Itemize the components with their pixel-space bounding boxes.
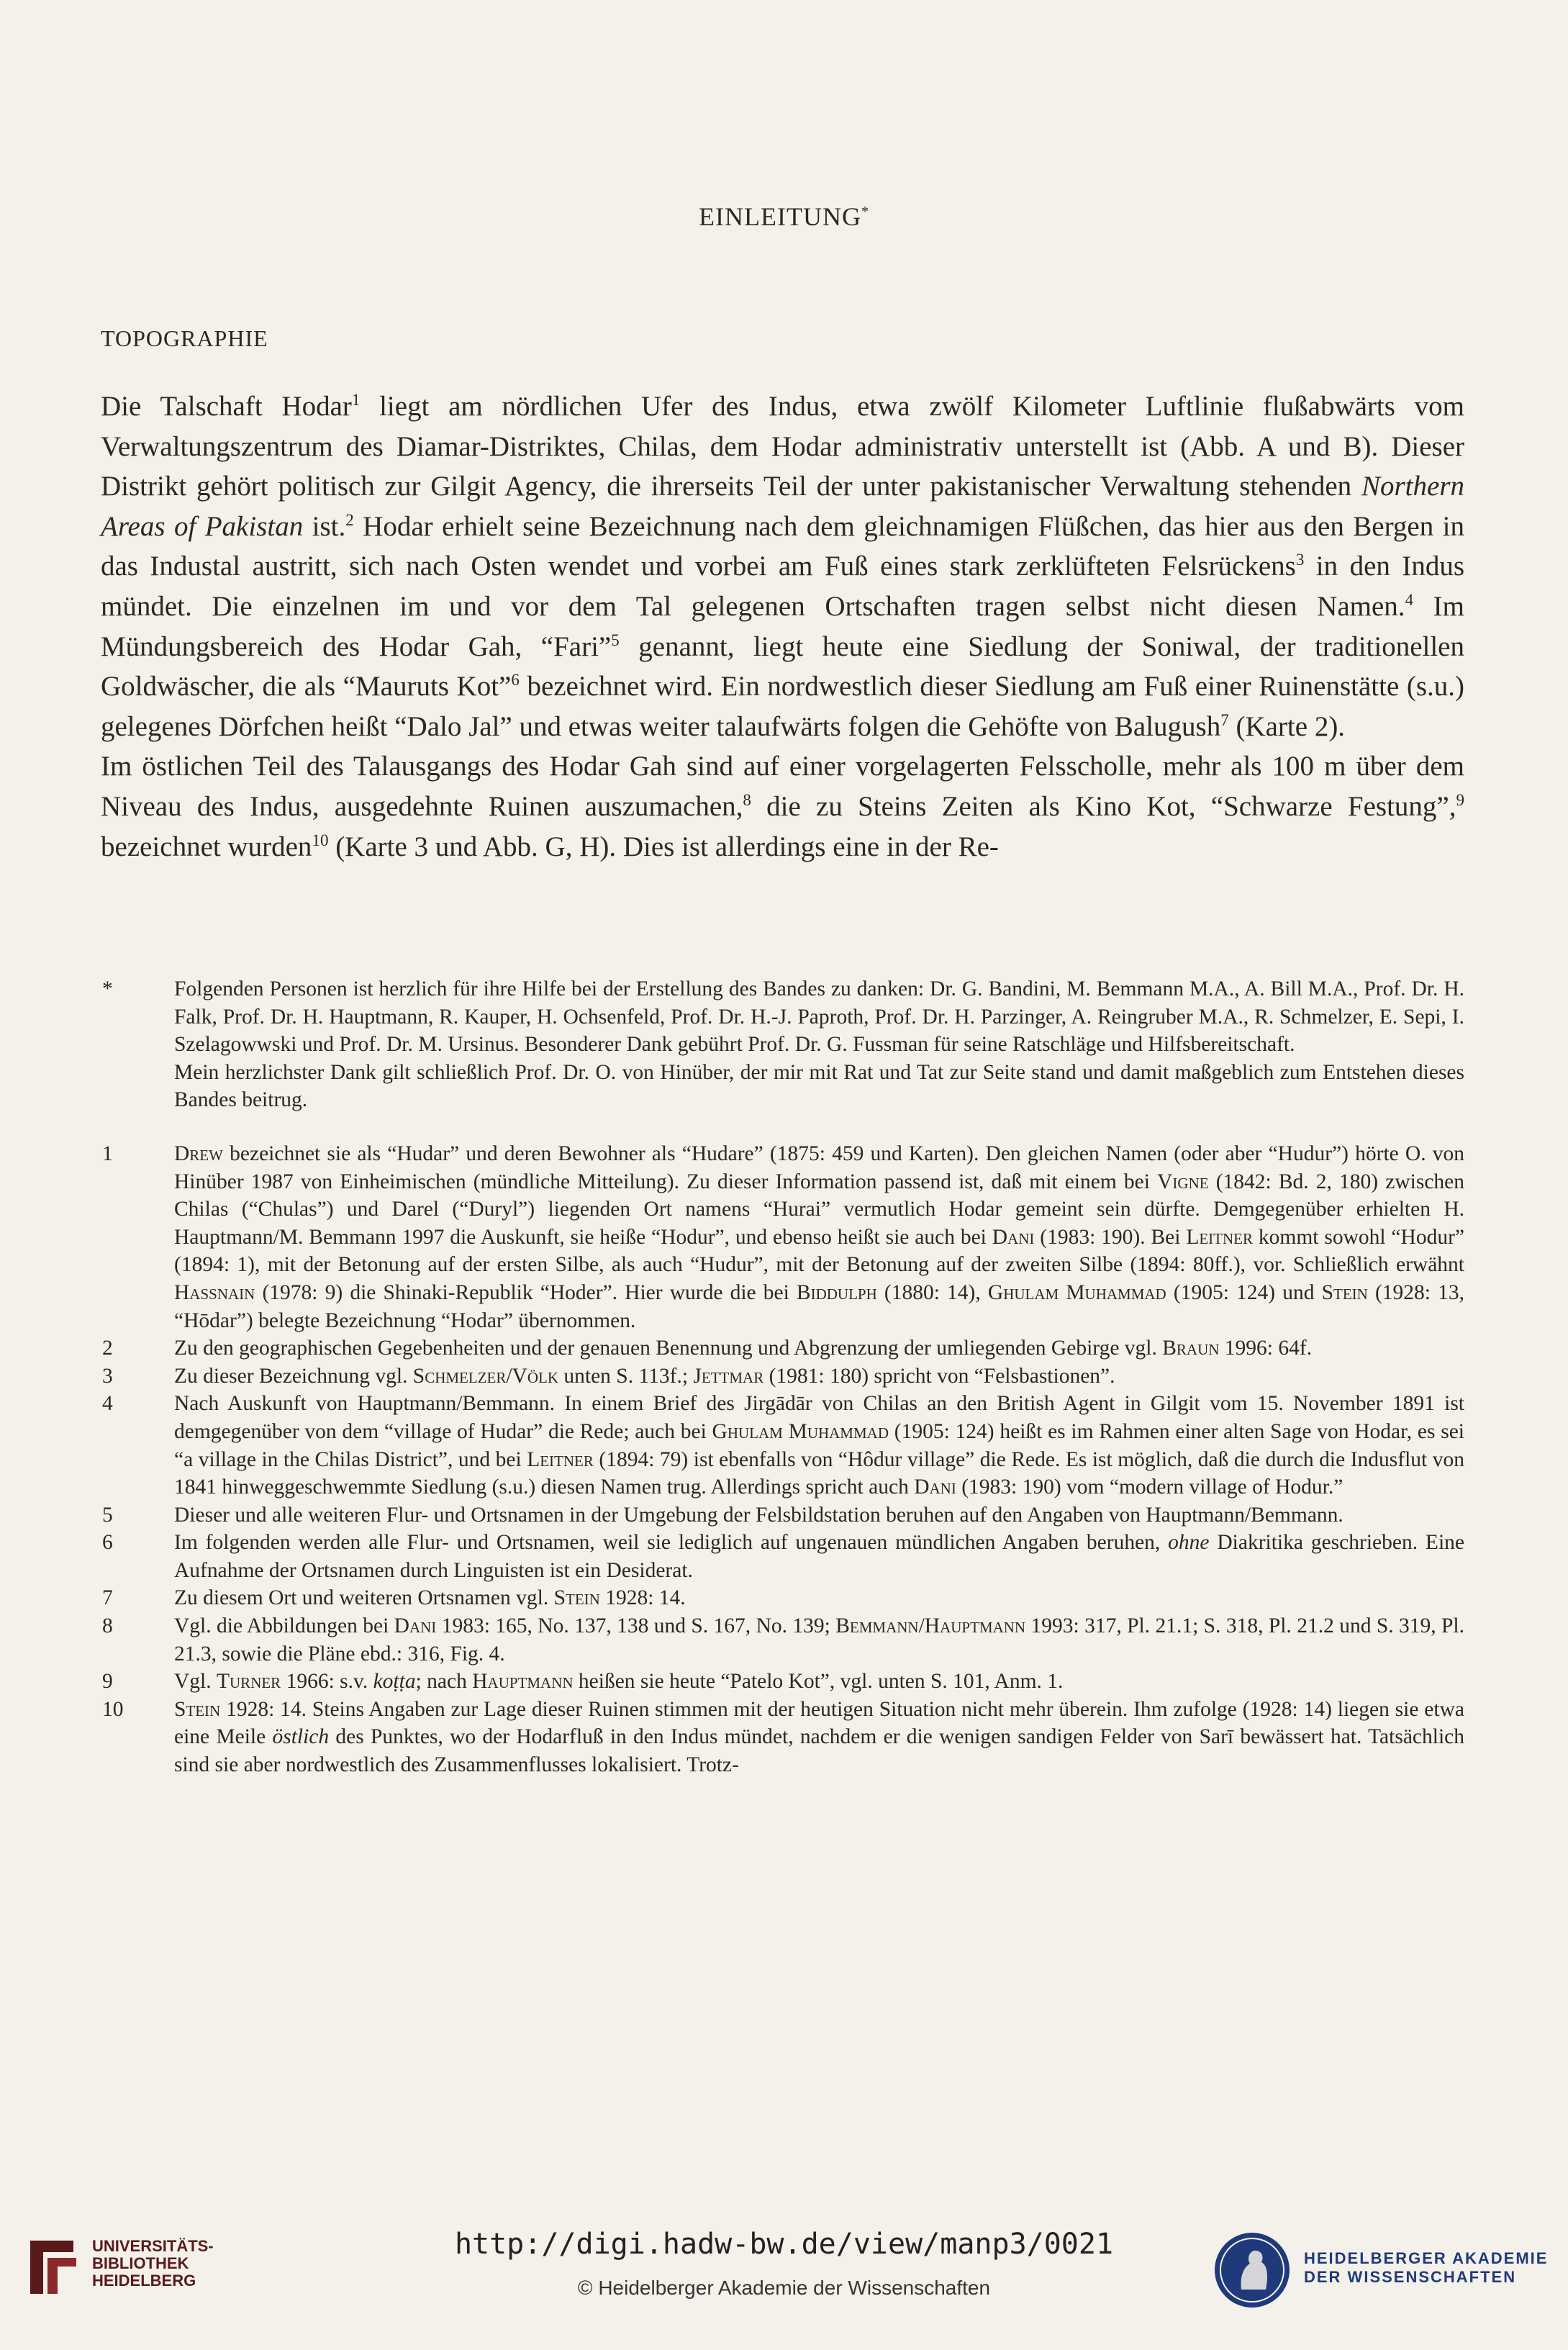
title-footnote-mark[interactable]: * [861,204,869,220]
text-run: des Punktes, wo der Hodarfluß in den Indus mündet, nachdem er die wenigen sandigen Felder von Sarī bewässert hat. Tatsächlich sind sie aber nordwestlich des Zusammenflusses lokalisiert. Trotz- [174,1725,1464,1777]
footnote-text [174,1140,1464,1334]
author-name: Stein [174,1697,221,1721]
author-name: Ghulam Muhammad [987,1280,1166,1304]
footnote-number: 10 [102,1697,124,1721]
footnote-1 [101,1140,1464,1334]
author-name: Leitner [527,1447,594,1471]
text-run: ; nach [415,1670,473,1694]
academy-line: HEIDELBERGER AKADEMIE [1304,2249,1549,2267]
text-run: (1983: 190). Bei [1034,1225,1187,1249]
footnote-ref[interactable]: 3 [1295,551,1305,569]
chapter-title-text: EINLEITUNG [699,202,861,231]
author-name: Leitner [1186,1225,1253,1249]
permalink-url[interactable]: http://digi.hadw-bw.de/view/manp3/0021 [454,2228,1114,2261]
section-heading: TOPOGRAPHIE [101,325,268,351]
footnote-text [174,1390,1464,1501]
text-run: Folgenden Personen ist herzlich für ihre Hilfe bei der Erstellung des Bandes zu danken: Dr. G. Bandini, M. Bemmann M.A., A. Bill M.A., Prof. Dr. H. Falk, Prof. Dr. H. Hauptmann, R. Kauper, H. Ochsenfeld, Prof. Dr. H.-J. Paproth, Prof. Dr. H. Parzinger, A. Reingruber M.A., R. Schmelzer, E. Sepi, I. Szelagowwski und Prof. Dr. M. Ursinus. Besonderer Dank gebührt Prof. Dr. G. Fussman für seine Ratschläge und Hilfsbereitschaft. [174,977,1464,1057]
ub-line: UNIVERSITÄTS- [92,2237,214,2255]
footnote-text [174,1696,1464,1779]
text-run: Zu diesem Ort und weiteren Ortsnamen vgl. [174,1586,554,1610]
author-name: Ghulam Muhammad [712,1419,889,1443]
author-name: Dani [914,1475,956,1499]
text-run: Zu den geographischen Gegebenheiten und der genauen Benennung und Abgrenzung der umliegenden Gebirge vgl. [174,1337,1163,1360]
text-run: Mein herzlichster Dank gilt schließlich Prof. Dr. O. von Hinüber, der mir mit Rat und Tat zur Seite stand und damit maßgeblich zum Entstehen dieses Bandes beitrug. [174,1060,1464,1112]
footnote-text [174,1362,1464,1391]
text-run: in den Indus mündet. Die einzelnen im und vor dem Tal gelegenen Ortschaften tragen selbst nicht diesen Namen. [101,551,1464,622]
footnote-ref[interactable]: 6 [511,671,520,690]
footnote-8 [101,1612,1464,1668]
text-run: (1880: 14), [876,1280,988,1304]
footnote-3 [101,1362,1464,1391]
text-run: 1966: s.v. [281,1670,373,1694]
footnote-number: 2 [102,1337,113,1360]
text-run: (1842: Bd. 2, 180) zwischen Chilas (“Chulas”) und Darel (“Duryl”) liegenden Ort namens “Hurai” vermutlich Hodar gemeint sein dürfte. Demgegenüber erhielten H. Hauptmann/M. Bemmann 1997 die Auskunft, sie heiße “Hodur”, und ebenso heißt sie auch bei [174,1170,1465,1249]
footnote-text [174,1334,1464,1362]
footnote-number: 1 [102,1142,113,1165]
text-run: Vgl. die Abbildungen bei [174,1614,394,1638]
footnote-9 [101,1668,1464,1696]
academy-line: DER WISSENSCHAFTEN [1304,2268,1517,2286]
text-run: (Karte 2). [1228,710,1346,742]
text-run: (Karte 3 und Abb. G, H). Dies ist allerdings eine in der Re- [328,831,999,862]
paragraph [101,746,1464,867]
text-run: Im östlichen Teil des Talausgangs des Hodar Gah sind auf einer vorgelagerten Felsscholle, mehr als 100 m über dem Niveau des Indus, ausgedehnte Ruinen auszumachen, [101,751,1464,822]
italic-text: östlich [272,1725,330,1749]
author-name: Dani [992,1225,1035,1249]
text-run: (1981: 180) spricht von “Felsbastionen”. [763,1364,1115,1388]
author-name: Stein [553,1586,600,1610]
footnote-ref[interactable]: 8 [743,790,751,809]
text-run: Zu dieser Bezeichnung vgl. [174,1364,413,1388]
text-run: Im folgenden werden alle Flur- und Ortsnamen, weil sie lediglich auf ungenauen mündlichen Angaben beruhen, [174,1531,1169,1555]
footnote-text [174,1668,1464,1696]
author-name: Stein [1321,1280,1368,1304]
footnote-ref[interactable]: 4 [1405,590,1414,609]
text-run: 1993: 317, Pl. 21.1; S. 318, Pl. 21.2 und S. 319, Pl. 21.3, sowie die Pläne ebd.: 316, Fig. 4. [174,1614,1464,1666]
text-run: (1905: 124) und [1166,1280,1322,1304]
text-run: unten S. 113f.; [558,1364,694,1388]
footnote-text [174,1612,1464,1668]
footnote-number: * [102,977,113,1000]
author-name: Hassnain [174,1280,255,1304]
author-name: Bemmann/Hauptmann [835,1614,1026,1638]
text-run: 1983: 165, No. 137, 138 und S. 167, No. 139; [436,1614,836,1638]
footnote-4 [101,1390,1464,1501]
author-name: Turner [217,1670,281,1694]
text-run: 1928: 14. Steins Angaben zur Lage dieser Ruinen stimmen mit der heutigen Situation nicht mehr überein. Ihm zufolge (1928: 14) liegen sie etwa eine Meile [174,1697,1464,1749]
text-run: bezeichnet wurden [101,831,312,862]
footnote-number: 3 [102,1364,113,1388]
author-name: Biddulph [796,1280,877,1304]
footnotes [101,975,1464,1779]
academy-seal-icon[interactable] [1213,2231,1292,2310]
footnote-ref[interactable]: 2 [345,510,354,529]
copyright-notice: © Heidelberger Akademie der Wissenschaften [577,2277,991,2299]
text-run: Vgl. [174,1670,217,1694]
footnote-text [174,975,1464,1114]
text-run: ist. [303,510,346,542]
author-name: Vigne [1157,1170,1209,1193]
footnote-number: 9 [102,1670,113,1694]
footer-bar [0,2220,1568,2350]
footnote-6 [101,1529,1464,1584]
footnote-ref[interactable]: 9 [1456,790,1464,809]
text-run: Nach Auskunft von Hauptmann/Bemmann. In einem Brief des Jirgādār von Chilas an den British Agent in Gilgit vom 15. November 1891 ist demgegenüber von dem “village of Hudar” die Rede; auch bei [174,1392,1464,1443]
footnote-ref[interactable]: 10 [312,831,329,849]
text-run: Hodar erhielt seine Bezeichnung nach dem gleichnamigen Flüßchen, das hier aus den Bergen in das Industal austritt, sich nach Osten wendet und vorbei am Fuß eines stark zerklüfteten Felsrückens [101,510,1464,582]
text-run: kommt sowohl “Hodur” (1894: 1), mit der Betonung auf der ersten Silbe, als auch “Hudur”, mit der Betonung auf der zweiten Silbe (1894: 80ff.), vor. Schließlich erwähnt [174,1225,1465,1277]
text-run: liegt am nördlichen Ufer des Indus, etwa zwölf Kilometer Luftlinie flußabwärts vom Verwaltungszentrum des Diamar-Distriktes, Chilas, dem Hodar administrativ unterstellt ist (Abb. A und B). Dieser Distrikt gehört politisch zur Gilgit Agency, die ihrerseits Teil der unter pakistanischer Verwaltung stehenden [101,391,1465,502]
text-run: heißen sie heute “Patelo Kot”, vgl. unten S. 101, Anm. 1. [573,1670,1064,1694]
text-run: 1996: 64f. [1219,1337,1313,1360]
text-run: 1928: 14. [599,1586,686,1610]
text-run: (1983: 190) vom “modern village of Hodur.” [956,1475,1343,1499]
footnote-ref[interactable]: 5 [611,631,620,649]
footnote-number: 8 [102,1614,113,1638]
author-name: Drew [174,1142,223,1165]
text-run: (1894: 79) ist ebenfalls von “Hôdur village” die Rede. Es ist möglich, daß die durch die Indusflut von 1841 hinweggeschwemmte Siedlung (s.u.) diesen Namen trug. Allerdings spricht auch [174,1447,1464,1499]
author-name: Braun [1162,1337,1220,1360]
text-run: bezeichnet wird. Ein nordwestlich dieser Siedlung am Fuß einer Ruinenstätte (s.u.) gelegenes Dörfchen heißt “Dalo Jal” und etwas weiter talaufwärts folgen die Gehöfte von Balugush [101,671,1464,742]
body-text [101,387,1464,867]
ub-line: BIBLIOTHEK [92,2254,189,2272]
italic-text: koṭṭa [373,1670,416,1694]
text-run: Im Mündungsbereich des Hodar Gah, “Fari” [101,590,1464,662]
text-run: Die Talschaft Hodar [101,391,352,422]
academy-name [1304,2249,1548,2287]
text-run: die zu Steins Zeiten als Kino Kot, “Schwarze Festung”, [751,790,1456,822]
italic-text: Northern Areas of Pakistan [101,471,1464,542]
author-name: Hauptmann [472,1670,574,1694]
text-run: (1928: 13, “Hōdar”) belegte Bezeichnung “Hodar” übernommen. [174,1280,1465,1332]
author-name: Schmelzer/Völk [412,1364,559,1388]
text-run: bezeichnet sie als “Hudar” und deren Bewohner als “Hudare” (1875: 459 und Karten). Den gleichen Namen (oder aber “Hudur”) hörte O. von Hinüber 1987 von Einheimischen (mündliche Mitteilung). Zu dieser Information passend ist, daß mit einem bei [174,1142,1464,1193]
author-name: Jettmar [693,1364,764,1388]
text-run: (1905: 124) heißt es im Rahmen einer alten Sage von Hodar, es sei “a village in the Chilas District”, und bei [174,1419,1465,1471]
footnote-star [101,975,1464,1114]
footnote-text: Dieser und alle weiteren Flur- und Ortsnamen in der Umgebung der Felsbildstation beruhen auf den Angaben von Hauptmann/Bemmann. [174,1503,1343,1527]
text-run: (1978: 9) die Shinaki-Republik “Hoder”. Hier wurde die bei [255,1280,797,1304]
footnote-number: 7 [102,1586,113,1610]
text-run: genannt, liegt heute eine Siedlung der Soniwal, der traditionellen Goldwäscher, die als “Mauruts Kot” [101,631,1464,702]
footnote-5 [101,1501,1464,1529]
footnote-number: 4 [102,1392,113,1416]
text-run: Diakritika geschrieben. Eine Aufnahme der Ortsnamen durch Linguisten ist ein Desiderat. [174,1531,1464,1582]
footnote-ref[interactable]: 1 [351,391,361,409]
footnote-number: 5 [102,1503,113,1527]
chapter-title [0,202,1568,232]
ub-line: HEIDELBERG [92,2272,196,2290]
footnote-10 [101,1696,1464,1779]
footnote-text [174,1529,1464,1584]
paragraph [101,387,1464,746]
footnote-2 [101,1334,1464,1362]
footnote-ref[interactable]: 7 [1220,710,1229,729]
footnote-text [174,1584,1464,1612]
author-name: Dani [394,1614,437,1638]
italic-text: ohne [1168,1531,1210,1555]
footnote-number: 6 [102,1531,113,1555]
footnote-7 [101,1584,1464,1612]
